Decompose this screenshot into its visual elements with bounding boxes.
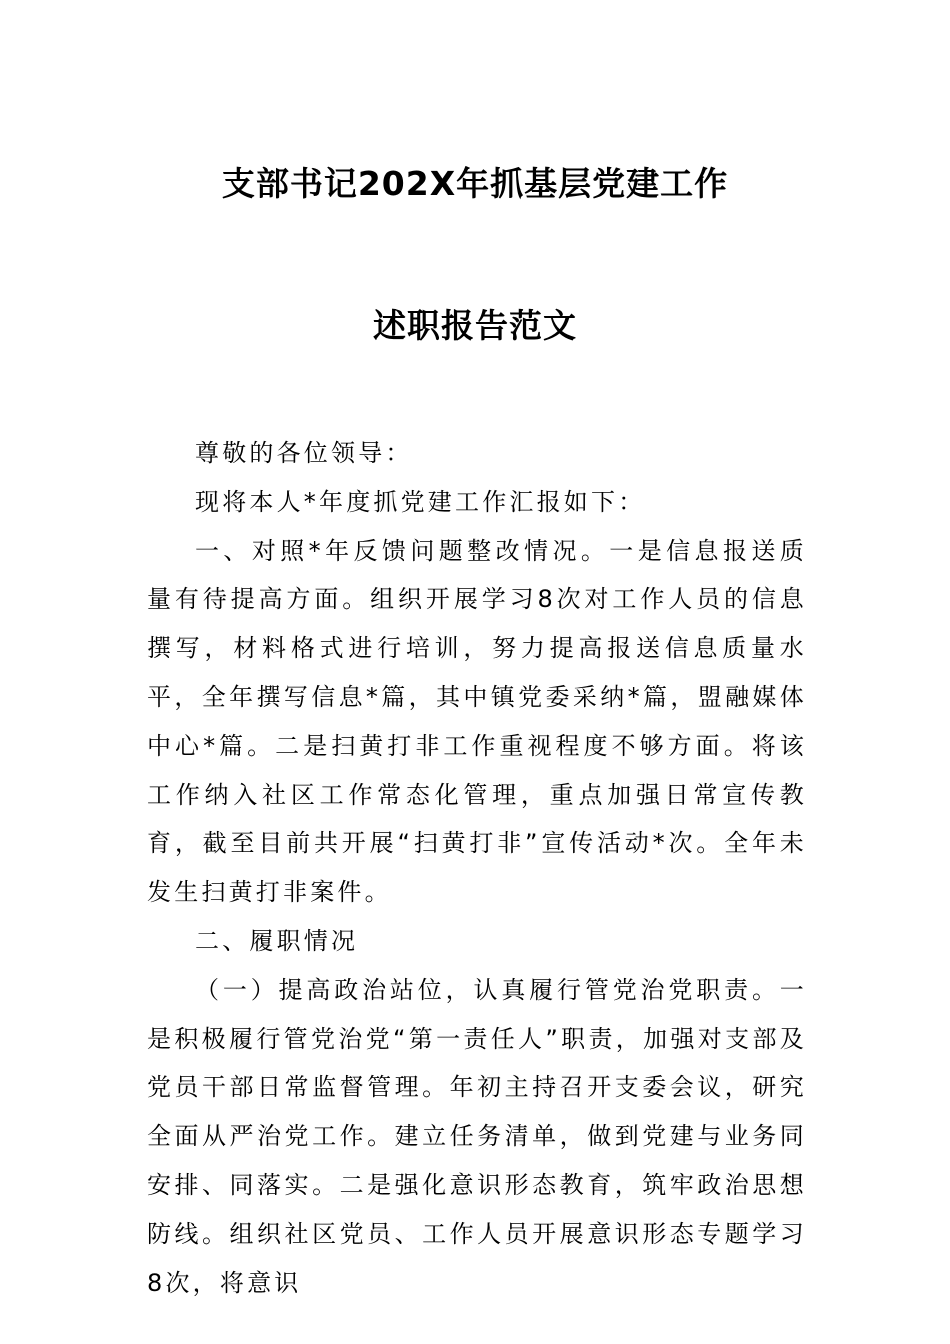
intro-paragraph: 现将本人*年度抓党建工作汇报如下： — [195, 487, 646, 516]
section-one-paragraph: 一、对照*年反馈问题整改情况。一是信息报送质量有待提高方面。组织开展学习8次对工作人员的信息撰写，材料格式进行培训，努力提高报送信息质量水平，全年撰写信息*篇，其中镇党委采纳*篇，盟融媒体中心*篇。二是扫黄打非工作重视程度不够方面。将该工作纳入社区工作常态化管理，重点加强日常宣传教育，截至目前共开展“扫黄打非”宣传活动*次。全年未发生扫黄打非案件。 — [147, 536, 807, 907]
section-two-heading: 二、履职情况 — [195, 926, 359, 955]
document-title-line-2: 述职报告范文 — [373, 306, 577, 345]
document-body — [147, 429, 807, 1307]
document-title-line-1: 支部书记202X年抓基层党建工作 — [221, 164, 729, 203]
subsection-one-paragraph: （一）提高政治站位，认真履行管党治党职责。一是积极履行管党治党“第一责任人”职责，加强对支部及党员干部日常监督管理。年初主持召开支委会议，研究全面从严治党工作。建立任务清单，做到党建与业务同安排、同落实。二是强化意识形态教育，筑牢政治思想防线。组织社区党员、工作人员开展意识形态专题学习8次，将意识 — [147, 975, 807, 1297]
salutation-paragraph: 尊敬的各位领导： — [195, 439, 413, 467]
